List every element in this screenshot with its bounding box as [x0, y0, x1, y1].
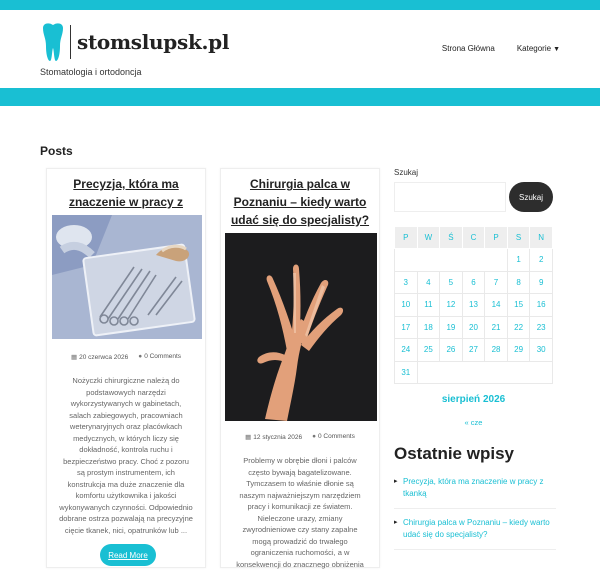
calendar-day[interactable]: 5: [440, 271, 463, 294]
post-card: [46, 168, 206, 568]
calendar-day[interactable]: 14: [485, 294, 508, 317]
recent-post-link[interactable]: ▸ Precyzja, która ma znaczenie w pracy z tkanką: [394, 476, 556, 509]
post-image-hand[interactable]: [225, 233, 377, 421]
calendar-weekday: P: [395, 227, 418, 249]
calendar-weekdays: [395, 227, 553, 249]
calendar-weekday: Ś: [440, 227, 463, 249]
posts-heading: Posts: [40, 144, 73, 158]
calendar-empty-cell: [395, 249, 508, 272]
post-comments[interactable]: [138, 353, 181, 361]
site-tagline: Stomatologia i ortodoncja: [40, 67, 142, 77]
calendar-day[interactable]: 19: [440, 316, 463, 339]
header-accent-band: [0, 88, 600, 106]
calendar-day[interactable]: 8: [507, 271, 530, 294]
calendar-day[interactable]: 7: [485, 271, 508, 294]
post-card: [220, 168, 380, 568]
calendar-day[interactable]: 24: [395, 339, 418, 362]
post-excerpt: Problemy w obrębie dłoni i palców często bywają bagatelizowane. Tymczasem to właśnie dłonie są naszym najważniejszym narzędziem pracy i komunikacji ze światem. Nieleczone urazy, zmiany zwyrodnieniowe czy stany zapalne mogą prowadzić do trwałego ograniczenia ruchomości, a w konsekwencji do znacznego obniżenia: [236, 456, 364, 569]
calendar-week: [395, 339, 553, 362]
nav-item-categories-label: Kategorie: [516, 44, 552, 53]
post-image-surgical-instruments[interactable]: [52, 215, 202, 339]
post-excerpt: Nożyczki chirurgiczne należą do podstawowych narzędzi wykorzystywanych w gabinetach, salach zabiegowych, pracowniach weterynaryjnych oraz placówkach medycznych, w których liczy się dokładność, kontrola ruchu i bezpieczeństwo pracy. Choć z pozoru są prostym instrumentem, ich konstrukcja ma duże znaczenie dla komfortu użytkownika i jakości wykonywanych czynności. Odpowiednio dobrane ostrza pozwalają na precyzyjne cięcie tkanek, nici, opatrunków lub ...: [59, 376, 193, 535]
calendar-day[interactable]: 31: [395, 361, 418, 384]
logo-divider: [70, 25, 71, 59]
calendar-widget: [394, 226, 553, 384]
calendar-day[interactable]: 3: [395, 271, 418, 294]
chevron-down-icon: ▼: [553, 46, 560, 53]
calendar-day[interactable]: 29: [507, 339, 530, 362]
calendar-day[interactable]: 28: [485, 339, 508, 362]
post-date[interactable]: [71, 353, 128, 361]
calendar-day[interactable]: 10: [395, 294, 418, 317]
calendar-day[interactable]: 23: [530, 316, 553, 339]
site-header: [0, 10, 600, 88]
calendar-day[interactable]: 21: [485, 316, 508, 339]
calendar-weekday: S: [507, 227, 530, 249]
post-date-text: 12 stycznia 2026: [253, 434, 303, 441]
calendar-icon: ▦: [70, 354, 78, 361]
site-brand[interactable]: stomslupsk.pl: [77, 30, 230, 54]
calendar-day[interactable]: 27: [462, 339, 485, 362]
search-input[interactable]: [394, 182, 506, 212]
calendar-prev-link[interactable]: « cze: [464, 418, 483, 427]
calendar-day[interactable]: 25: [417, 339, 440, 362]
calendar-day[interactable]: 15: [507, 294, 530, 317]
sidebar: [394, 168, 556, 539]
calendar-day[interactable]: 13: [462, 294, 485, 317]
calendar-weekday: P: [485, 227, 508, 249]
calendar-day[interactable]: 9: [530, 271, 553, 294]
calendar-day[interactable]: 2: [530, 249, 553, 272]
surgical-instruments-illustration: [52, 215, 202, 339]
search-button[interactable]: Szukaj: [509, 182, 553, 212]
calendar-week: [395, 316, 553, 339]
calendar-weekday: N: [530, 227, 553, 249]
calendar-weekday: W: [417, 227, 440, 249]
recent-posts-list: [394, 476, 556, 558]
calendar-day[interactable]: 16: [530, 294, 553, 317]
tooth-icon: [40, 22, 66, 62]
calendar-day[interactable]: 11: [417, 294, 440, 317]
calendar-week: [395, 361, 553, 384]
comment-icon: ●: [312, 433, 317, 440]
calendar-day[interactable]: 4: [417, 271, 440, 294]
recent-post-link[interactable]: ▸ Chirurgia palca w Poznaniu – kiedy warto udać się do specjalisty?: [394, 517, 556, 550]
search-label: Szukaj: [394, 168, 419, 177]
calendar-day[interactable]: 20: [462, 316, 485, 339]
recent-posts-heading: Ostatnie wpisy: [394, 444, 514, 463]
post-comments-text: 0 Comments: [318, 433, 355, 440]
calendar-empty-cell: [417, 361, 552, 384]
calendar-day[interactable]: 1: [507, 249, 530, 272]
top-accent-strip: [0, 0, 600, 10]
read-more-button[interactable]: Read More: [100, 544, 156, 566]
post-meta: [221, 433, 379, 441]
post-date[interactable]: [245, 433, 302, 441]
nav-item-home[interactable]: Strona Główna: [441, 44, 495, 53]
calendar-day[interactable]: 18: [417, 316, 440, 339]
calendar-day[interactable]: 30: [530, 339, 553, 362]
nav-item-categories[interactable]: [517, 44, 560, 53]
post-title[interactable]: Chirurgia palca w Poznaniu – kiedy warto udać się do specjalisty?: [230, 177, 370, 227]
calendar-weekday: C: [462, 227, 485, 249]
calendar-week: [395, 271, 553, 294]
calendar-week: [395, 249, 553, 272]
calendar-icon: ▦: [245, 434, 252, 441]
calendar-day[interactable]: 26: [440, 339, 463, 362]
post-title[interactable]: Precyzja, która ma znaczenie w pracy z: [68, 177, 184, 209]
post-comments-text: 0 Comments: [144, 353, 182, 360]
post-comments[interactable]: [312, 433, 355, 441]
main-nav: [442, 44, 560, 53]
calendar-month-caption: sierpień 2026: [441, 394, 506, 405]
comment-icon: ●: [138, 353, 143, 360]
post-meta: [47, 353, 205, 361]
calendar-week: [395, 294, 553, 317]
post-date-text: 20 czerwca 2026: [79, 354, 129, 361]
calendar-day[interactable]: 12: [440, 294, 463, 317]
calendar-day[interactable]: 22: [507, 316, 530, 339]
calendar-day[interactable]: 6: [462, 271, 485, 294]
calendar-day[interactable]: 17: [395, 316, 418, 339]
hand-illustration: [225, 233, 377, 421]
site-logo[interactable]: [40, 22, 229, 62]
